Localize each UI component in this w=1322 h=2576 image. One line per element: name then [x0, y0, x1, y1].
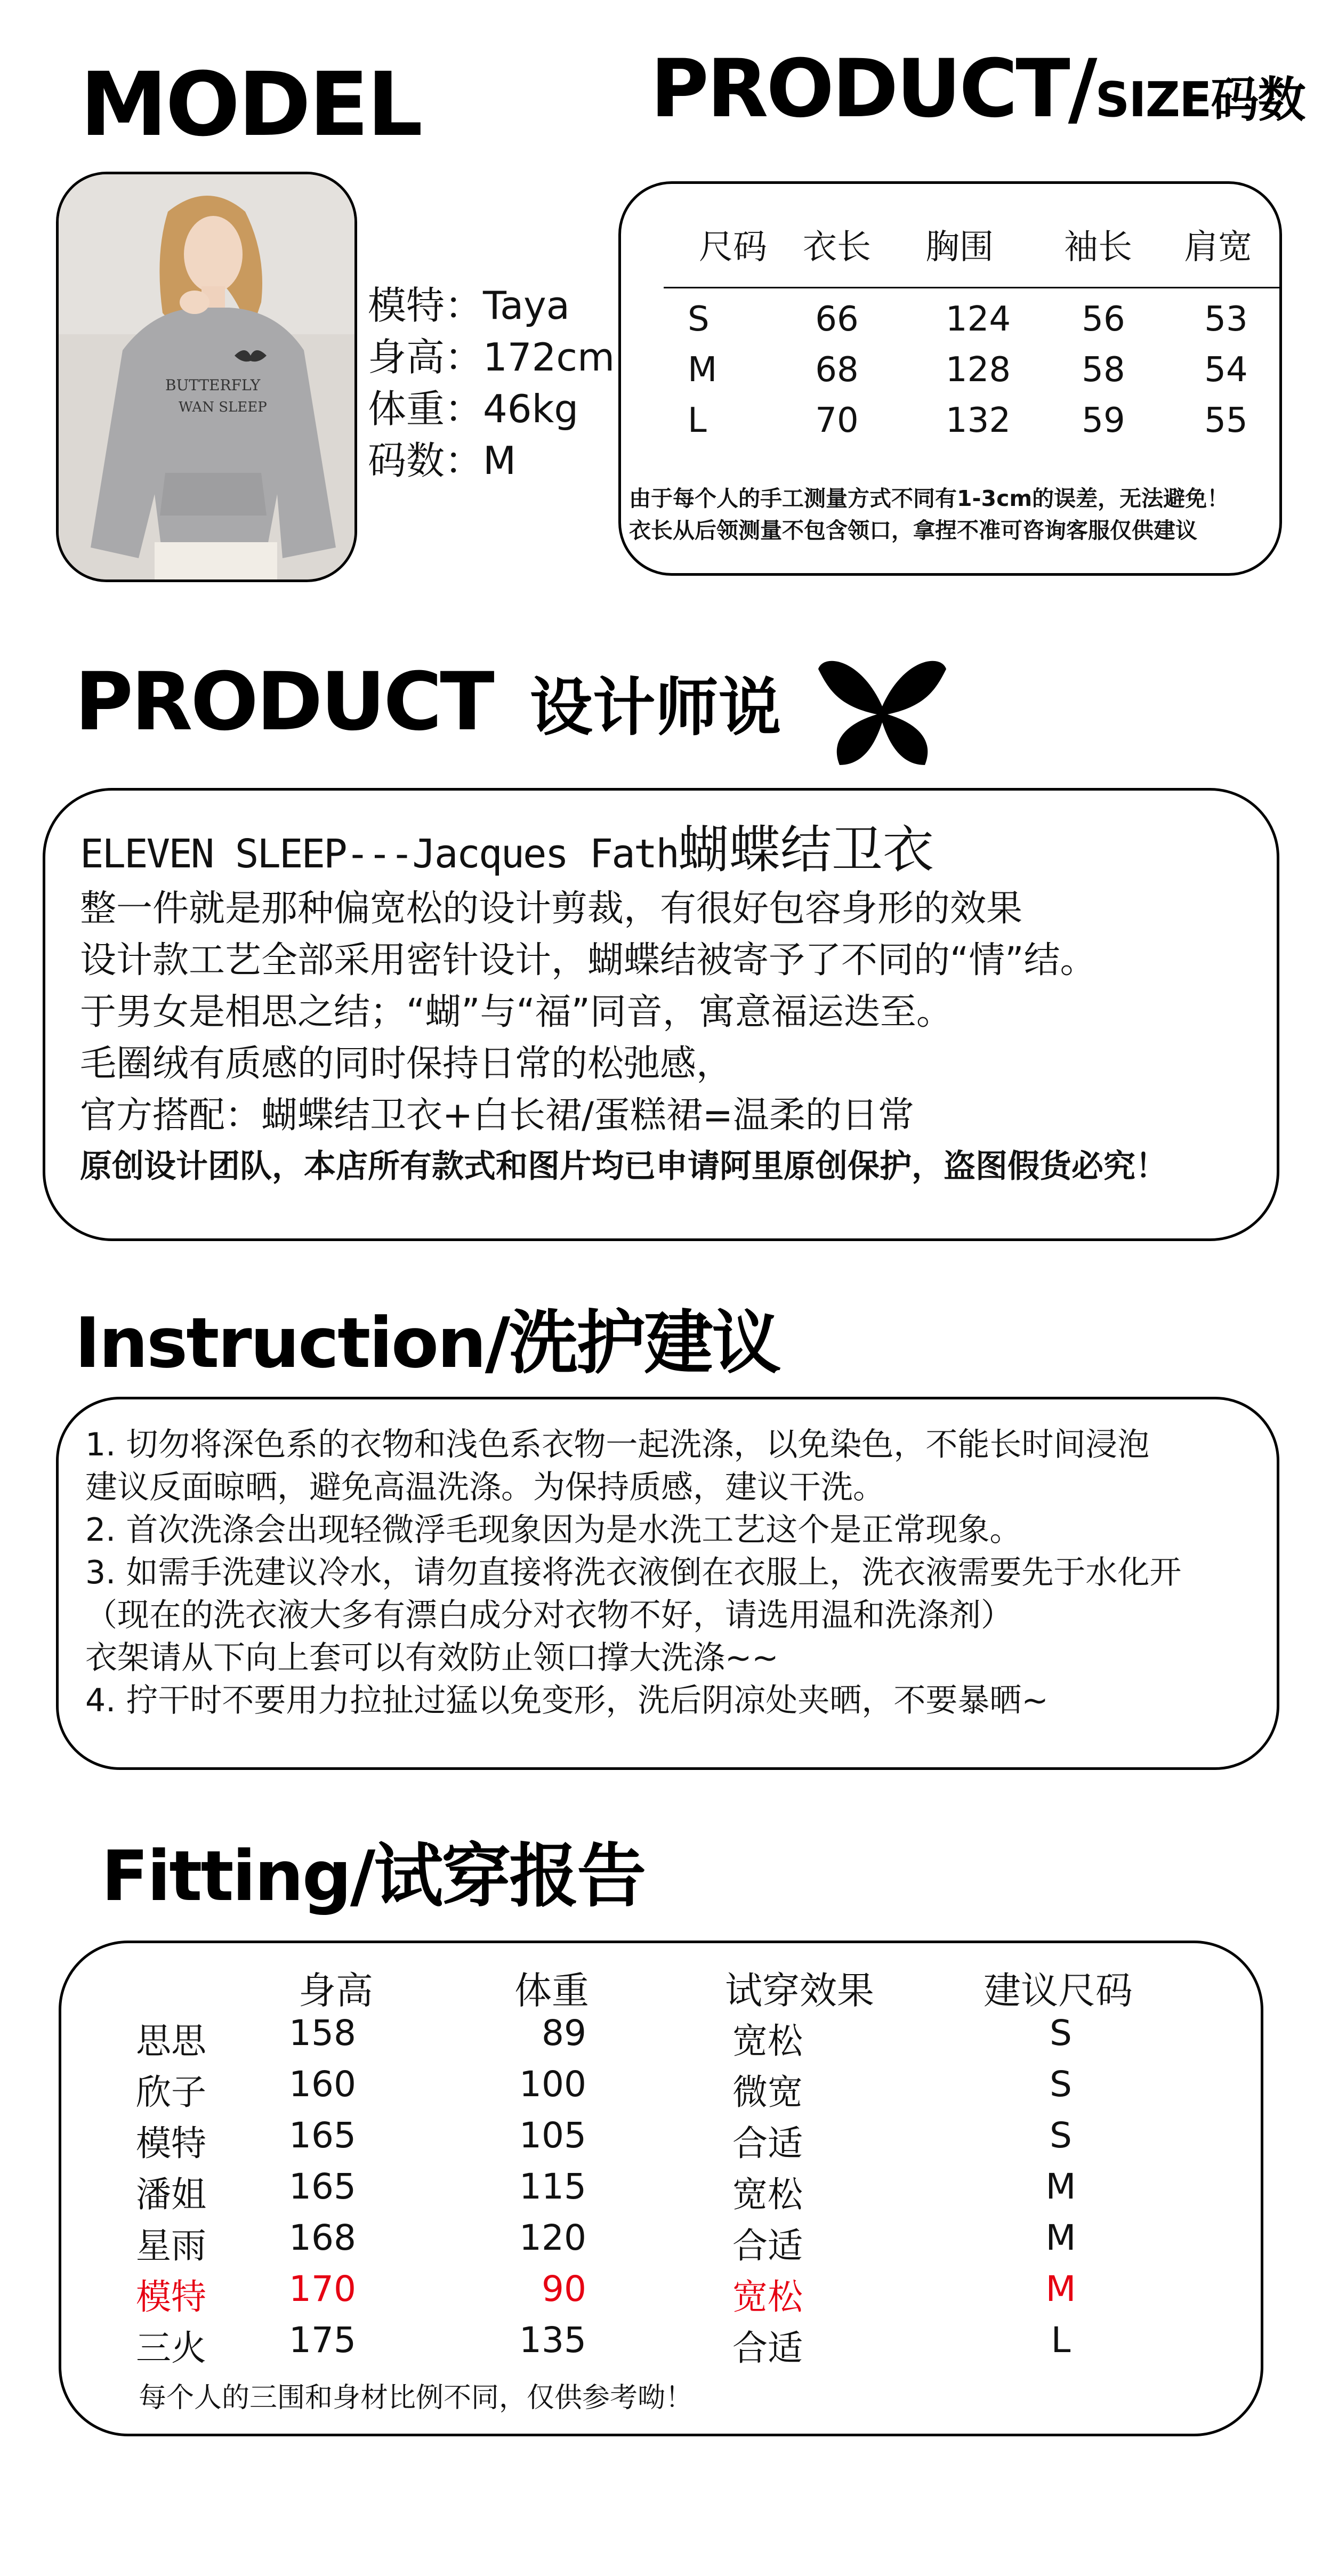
size-header: 衣长	[803, 228, 871, 267]
size-header: 尺码	[699, 228, 767, 267]
size-header: 胸围	[925, 228, 994, 267]
fitting-cell-effect: 微宽	[732, 2072, 803, 2113]
fitting-cell-effect: 宽松	[732, 2276, 803, 2317]
fitting-cell-name: 模特	[136, 2276, 206, 2317]
designer-line: 整一件就是那种偏宽松的设计剪裁，有很好包容身形的效果	[80, 888, 1023, 930]
sweatshirt-print-line-2: WAN SLEEP	[179, 399, 267, 415]
fitting-cell-size: S	[1050, 2064, 1072, 2105]
designer-line: 毛圈绒有质感的同时保持日常的松弛感，	[80, 1043, 733, 1085]
size-cell: 55	[1204, 401, 1248, 440]
model-info-name: 模特：Taya	[368, 283, 570, 328]
fitting-cell-name: 模特	[136, 2123, 206, 2164]
model-title: MODEL	[80, 53, 421, 156]
model-info-weight: 体重：46kg	[368, 387, 579, 431]
fitting-cell-name: 潘姐	[136, 2174, 206, 2215]
size-cell: 128	[945, 350, 1011, 390]
fitting-header: 建议尺码	[984, 1969, 1133, 2012]
fitting-cell-name: 思思	[136, 2020, 206, 2062]
fitting-cell-height: 168	[289, 2217, 356, 2258]
size-header: 袖长	[1064, 228, 1132, 267]
size-cell: 54	[1204, 350, 1248, 390]
size-cell: 53	[1204, 300, 1248, 339]
model-photo	[56, 172, 357, 582]
size-title-sub: SIZE码数	[1095, 72, 1305, 128]
fitting-header: 体重	[514, 1969, 589, 2012]
instruction-line: 建议反面晾晒，避免高温洗涤。为保持质感，建议干洗。	[85, 1469, 885, 1506]
designer-notice: 原创设计团队，本店所有款式和图片均已申请阿里原创保护，盗图假货必究！	[80, 1148, 1167, 1185]
fitting-cell-effect: 宽松	[732, 2020, 803, 2062]
instruction-line: （现在的洗衣液大多有漂白成分对衣物不好，请选用温和洗涤剂）	[85, 1597, 1013, 1634]
model-info-size: 码数：M	[368, 438, 517, 483]
size-cell: 58	[1082, 350, 1125, 390]
size-cell: 59	[1082, 401, 1125, 440]
fitting-cell-height: 158	[289, 2012, 356, 2054]
size-cell: 70	[815, 401, 859, 440]
size-cell: L	[688, 401, 707, 440]
fitting-cell-weight: 120	[519, 2217, 586, 2258]
size-title	[650, 43, 1305, 135]
fitting-cell-weight: 115	[519, 2166, 586, 2207]
fitting-cell-size: M	[1045, 2268, 1076, 2309]
fitting-cell-height: 170	[289, 2268, 356, 2309]
fitting-cell-effect: 合适	[732, 2225, 803, 2266]
model-photo-illustration	[59, 174, 354, 579]
instruction-title: Instruction/洗护建议	[75, 1302, 780, 1383]
fitting-cell-weight: 105	[519, 2115, 586, 2156]
instruction-line: 3. 如需手洗建议冷水，请勿直接将洗衣液倒在衣服上，洗衣液需要先于水化开	[85, 1554, 1182, 1591]
fitting-cell-size: M	[1045, 2166, 1076, 2207]
fitting-header: 试穿效果	[725, 1969, 874, 2012]
fitting-cell-weight: 89	[542, 2012, 586, 2054]
instruction-line: 4. 拧干时不要用力拉扯过猛以免变形，洗后阴凉处夹晒，不要暴晒~	[85, 1682, 1049, 1719]
fitting-cell-weight: 90	[542, 2268, 586, 2309]
butterfly-icon	[818, 648, 946, 770]
fitting-cell-weight: 135	[519, 2320, 586, 2361]
designer-title-main: PRODUCT	[75, 656, 493, 748]
size-cell: 124	[945, 300, 1011, 339]
fitting-cell-size: M	[1045, 2217, 1076, 2258]
fitting-cell-effect: 宽松	[732, 2174, 803, 2215]
size-header-divider	[664, 287, 1282, 288]
size-note-2: 衣长从后领测量不包含领口，拿捏不准可咨询客服仅供建议	[629, 518, 1197, 543]
fitting-cell-size: S	[1050, 2115, 1072, 2156]
instruction-line: 2. 首次洗涤会出现轻微浮毛现象因为是水洗工艺这个是正常现象。	[85, 1511, 1022, 1549]
size-cell: 132	[945, 401, 1011, 440]
fitting-cell-effect: 合适	[732, 2123, 803, 2164]
sweatshirt-print-line-1: BUTTERFLY	[165, 376, 261, 394]
size-cell: M	[688, 350, 718, 390]
fitting-cell-size: S	[1050, 2012, 1072, 2054]
fitting-cell-name: 三火	[136, 2328, 206, 2369]
fitting-cell-height: 175	[289, 2320, 356, 2361]
designer-line: 设计款工艺全部采用密针设计，蝴蝶结被寄予了不同的“情”结。	[80, 939, 1097, 981]
fitting-cell-weight: 100	[519, 2064, 586, 2105]
designer-line: 于男女是相思之结；“蝴”与“福”同音，寓意福运迭至。	[80, 991, 953, 1033]
designer-headline-latin: ELEVEN SLEEP---Jacques Fath	[80, 831, 678, 877]
size-note-1: 由于每个人的手工测量方式不同有1-3cm的误差，无法避免！	[629, 486, 1229, 511]
size-cell: 68	[815, 350, 859, 390]
fitting-cell-name: 星雨	[136, 2225, 206, 2266]
fitting-cell-effect: 合适	[732, 2328, 803, 2369]
designer-headline	[80, 809, 934, 882]
instruction-line: 1. 切勿将深色系的衣物和浅色系衣物一起洗涤，以免染色，不能长时间浸泡	[85, 1426, 1150, 1463]
fitting-note: 每个人的三围和身材比例不同，仅供参考呦！	[139, 2382, 694, 2414]
instruction-line: 衣架请从下向上套可以有效防止领口撑大洗涤~~	[85, 1639, 779, 1677]
size-cell: S	[688, 300, 710, 339]
fitting-cell-height: 165	[289, 2115, 356, 2156]
fitting-title: Fitting/试穿报告	[101, 1836, 645, 1917]
designer-title	[75, 656, 781, 748]
fitting-header: 身高	[299, 1969, 373, 2012]
designer-line: 官方搭配：蝴蝶结卫衣+白长裙/蛋糕裙=温柔的日常	[80, 1094, 914, 1137]
model-info-height: 身高：172cm	[368, 335, 615, 380]
fitting-cell-name: 欣子	[136, 2072, 206, 2113]
fitting-cell-height: 160	[289, 2064, 356, 2105]
size-title-main: PRODUCT/	[650, 43, 1095, 135]
size-cell: 66	[815, 300, 859, 339]
size-header: 肩宽	[1184, 228, 1252, 267]
fitting-cell-height: 165	[289, 2166, 356, 2207]
designer-headline-cn: 蝴蝶结卫衣	[678, 820, 934, 880]
size-cell: 56	[1082, 300, 1125, 339]
fitting-cell-size: L	[1051, 2320, 1071, 2361]
designer-title-sub: 设计师说	[529, 671, 781, 744]
